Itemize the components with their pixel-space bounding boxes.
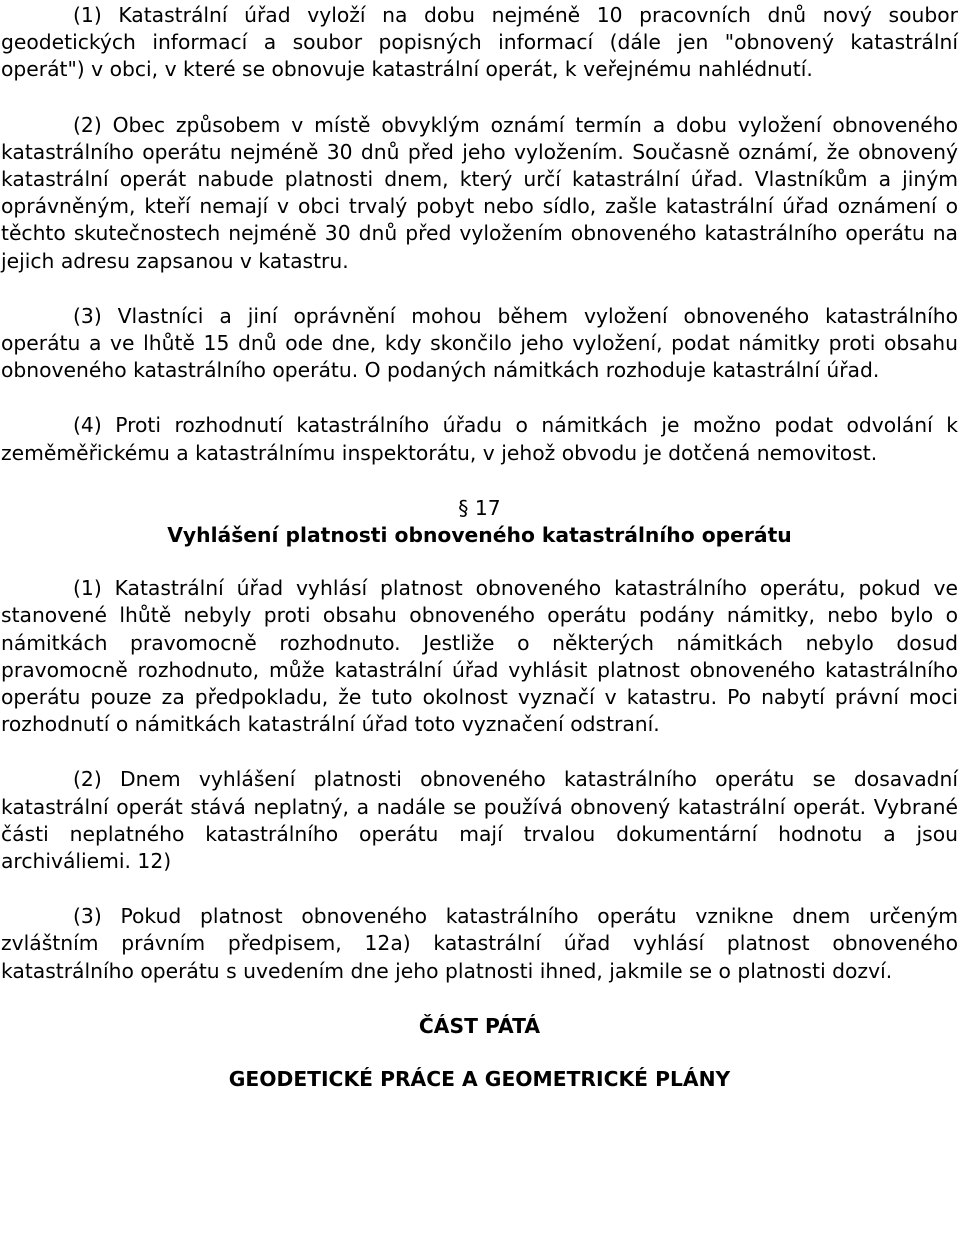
part-title: ČÁST PÁTÁ [418,1013,541,1038]
section-number: § 17 [458,495,501,520]
section-paragraph-3: (3) Pokud platnost obnoveného katastrálního operátu vznikne dnem určeným zvláštním právním předpisem, 12a) katastrální úřad vyhlásí platnost obnoveného katastrálního operátu s uvedením dne jeho platnosti ihned, jakmile se o platnosti dozví. [1,904,958,983]
section-paragraph-2: (2) Dnem vyhlášení platnosti obnoveného katastrálního operátu se dosavadní katastrální operát stává neplatný, a nadále se používá obnovený katastrální operát. Vybrané části neplatného katastrálního operátu mají trvalou dokumentární hodnotu a jsou archiváliemi. 12) [1,767,958,874]
section-title: Vyhlášení platnosti obnoveného katastrálního operátu [167,523,792,548]
paragraph-3: (3) Vlastníci a jiní oprávnění mohou během vyložení obnoveného katastrálního operátu a ve lhůtě 15 dnů ode dne, kdy skončilo jeho vyložení, podat námitky proti obsahu obnoveného katastrálního operátu. O podaných námitkách rozhoduje katastrální úřad. [1,303,958,383]
paragraph-1: (1) Katastrální úřad vyloží na dobu nejméně 10 pracovních dnů nový soubor geodetických informací a soubor popisných informací (dále jen "obnovený katastrální operát") v obci, v které se obnovuje katastrální operát, k veřejnému nahlédnutí. [1,3,958,82]
paragraph-2: (2) Obec způsobem v místě obvyklým oznámí termín a dobu vyložení obnoveného katastrálního operátu nejméně 30 dnů před jeho vyložením. Současně oznámí, že obnovený katastrální operát nabude platnosti dnem, který určí katastrální úřad. Vlastníkům a jiným oprávněným, kteří nemají v obci trvalý pobyt nebo sídlo, zašle katastrální úřad oznámení o těchto skutečnostech nejméně 30 dnů před vyložením obnoveného katastrálního operátu na jejich adresu zapsanou v katastru. [1,112,958,273]
part-subtitle: GEODETICKÉ PRÁCE A GEOMETRICKÉ PLÁNY [228,1067,731,1092]
section-paragraph-1: (1) Katastrální úřad vyhlásí platnost obnoveného katastrálního operátu, pokud ve stanovené lhůtě nebyly proti obsahu obnoveného operátu podány námitky, nebo bylo o námitkách pravomocně rozhodnuto. Jestliže o některých námitkách nebylo dosud pravomocně rozhodnuto, může katastrální úřad vyhlásit platnost obnoveného katastrálního operátu pouze za předpokladu, že tuto okolnost vyznačí v katastru. Po nabytí právní moci rozhodnutí o námitkách katastrální úřad toto vyznačení odstraní. [1,576,958,737]
paragraph-4: (4) Proti rozhodnutí katastrálního úřadu o námitkách je možno podat odvolání k zeměměřickému a katastrálnímu inspektorátu, v jehož obvodu je dotčená nemovitost. [1,413,958,465]
